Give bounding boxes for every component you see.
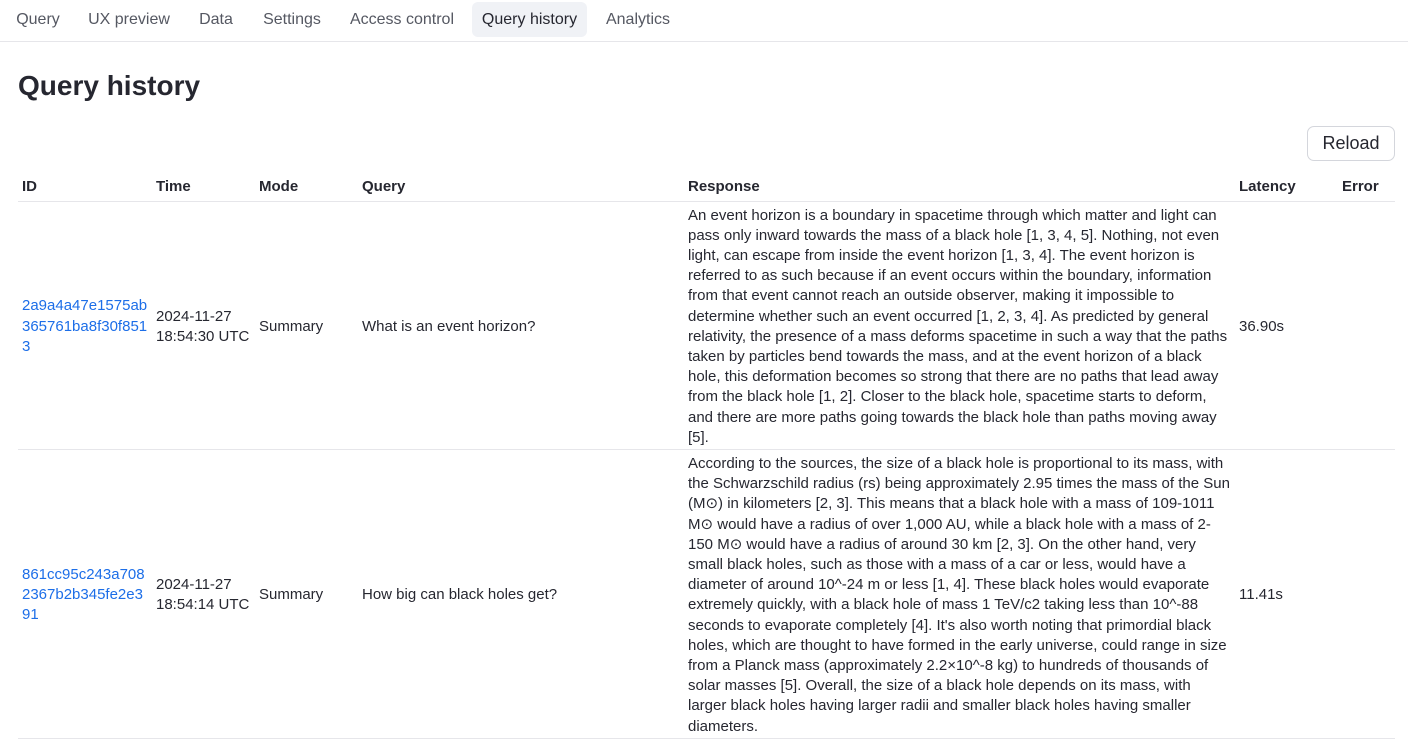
cell-time: 2024-11-27 18:54:30 UTC: [152, 201, 255, 449]
column-header-time[interactable]: Time: [152, 172, 255, 201]
cell-id: [18, 201, 152, 449]
table-header-row: [18, 172, 1395, 201]
table-row: [18, 201, 1395, 449]
column-header-response[interactable]: Response: [684, 172, 1235, 201]
query-id-link[interactable]: 861cc95c243a7082367b2b345fe2e391: [22, 566, 145, 624]
column-header-mode[interactable]: Mode: [255, 172, 358, 201]
column-header-query[interactable]: Query: [358, 172, 684, 201]
cell-response: According to the sources, the size of a black hole is proportional to its mass, with the Schwarzschild radius (rs) being approximately 2.95 times the mass of the Sun (M⊙) in kilometers [2, 3]. This means that a black hole with a mass of 109-1011 M⊙ would have a radius of over 1,000 AU, while a black hole with a mass of 2-150 M⊙ would have a radius of around 30 km [2, 3]. On the other hand, very small black holes, such as those with a mass of a car or less, would have a diameter of around 10^-24 m or less [1, 4]. These black holes would evaporate extremely quickly, with a black hole of mass 1 TeV/c2 taking less than 10^-88 seconds to evaporate completely [4]. It's also worth noting that primordial black holes, which are thought to have formed in the early universe, could range in size from a Planck mass (approximately 2.2×10^-8 kg) to hundreds of thousands of solar masses [5]. Overall, the size of a black hole depends on its mass, with larger black holes having larger radii and smaller black holes having smaller diameters.: [684, 449, 1235, 738]
table-row: [18, 449, 1395, 738]
query-id-link[interactable]: 2a9a4a47e1575ab365761ba8f30f8513: [22, 297, 148, 355]
cell-latency: 11.41s: [1235, 449, 1338, 738]
tab-analytics[interactable]: Analytics: [605, 11, 671, 28]
tab-data[interactable]: Data: [199, 11, 233, 28]
cell-id: [18, 449, 152, 738]
cell-latency: 36.90s: [1235, 201, 1338, 449]
column-header-id[interactable]: ID: [18, 172, 152, 201]
reload-button[interactable]: Reload: [1307, 126, 1395, 161]
cell-response: An event horizon is a boundary in spacetime through which matter and light can pass only inward towards the mass of a black hole [1, 3, 4, 5]. Nothing, not even light, can escape from inside the event horizon [1, 3, 4]. The event horizon is referred to as such because if an event occurs within the boundary, information from that event cannot reach an outside observer, making it impossible to determine whether such an event occurred [1, 2, 3, 4]. As predicted by general relativity, the presence of a mass deforms spacetime in such a way that the paths taken by particles bend towards the mass, and at the event horizon of a black hole, this deformation becomes so strong that there are no paths that lead away from the black hole [1, 2]. Closer to the black hole, spacetime starts to deform, and there are more paths going towards the black hole than paths moving away [5].: [684, 201, 1235, 449]
cell-error: [1338, 201, 1395, 449]
cell-mode: Summary: [255, 449, 358, 738]
tab-access-control[interactable]: Access control: [349, 11, 455, 28]
cell-error: [1338, 449, 1395, 738]
column-header-error[interactable]: Error: [1338, 172, 1395, 201]
tab-query-history[interactable]: Query history: [472, 2, 587, 37]
query-history-table: [18, 172, 1395, 739]
cell-mode: Summary: [255, 201, 358, 449]
cell-query: What is an event horizon?: [358, 201, 684, 449]
tab-settings[interactable]: Settings: [263, 11, 321, 28]
cell-time: 2024-11-27 18:54:14 UTC: [152, 449, 255, 738]
page-title: Query history: [18, 70, 201, 101]
tab-query[interactable]: Query: [16, 11, 60, 28]
column-header-latency[interactable]: Latency: [1235, 172, 1338, 201]
cell-query: How big can black holes get?: [358, 449, 684, 738]
tab-ux-preview[interactable]: UX preview: [88, 11, 170, 28]
tab-bar: [0, 0, 1408, 42]
